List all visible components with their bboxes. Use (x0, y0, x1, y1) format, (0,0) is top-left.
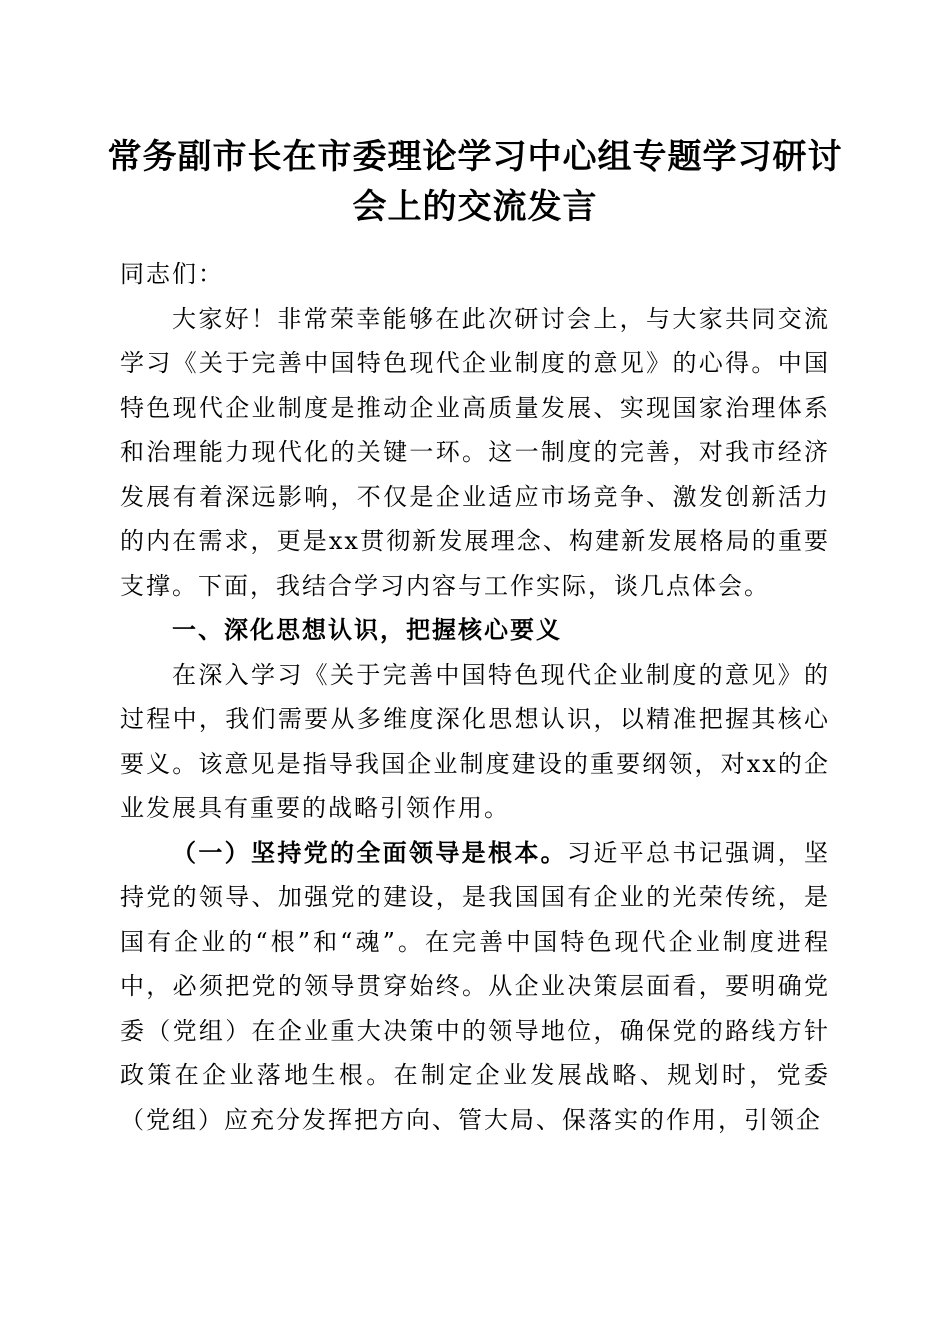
section-heading-1: 一、深化思想认识，把握核心要义 (172, 616, 562, 644)
paragraph-section-1: 在深入学习《关于完善中国特色现代企业制度的意见》的过程中，我们需要从多维度深化思想认识，以精准把握其核心要义。该意见是指导我国企业制度建设的重要纲领，对xx的企业发展具有重要的战略引领作用。 (120, 660, 830, 822)
subsection-1-text: 习近平总书记强调，坚持党的领导、加强党的建设，是我国国有企业的光荣传统，是国有企业的“根”和“魂”。在完善中国特色现代企业制度进程中，必须把党的领导贯穿始终。从企业决策层面看，要明确党委（党组）在企业重大决策中的领导地位，确保党的路线方针政策在企业落地生根。在制定企业发展战略、规划时，党委（党组）应充分发挥把方向、管大局、保落实的作用，引领企 (120, 838, 830, 1134)
paragraph-subsection-1 (120, 831, 830, 1143)
subsection-heading-1: （一）坚持党的全面领导是根本。 (172, 837, 567, 867)
salutation: 同志们： (120, 260, 224, 288)
document-title: 常务副市长在市委理论学习中心组专题学习研讨会上的交流发言 (107, 137, 843, 227)
paragraph-intro: 大家好！非常荣幸能够在此次研讨会上，与大家共同交流学习《关于完善中国特色现代企业制度的意见》的心得。中国特色现代企业制度是推动企业高质量发展、实现国家治理体系和治理能力现代化的关键一环。这一制度的完善，对我市经济发展有着深远影响，不仅是企业适应市场竞争、激发创新活力的内在需求，更是xx贯彻新发展理念、构建新发展格局的重要支撑。下面，我结合学习内容与工作实际，谈几点体会。 (120, 304, 830, 600)
document-body (120, 252, 830, 1142)
